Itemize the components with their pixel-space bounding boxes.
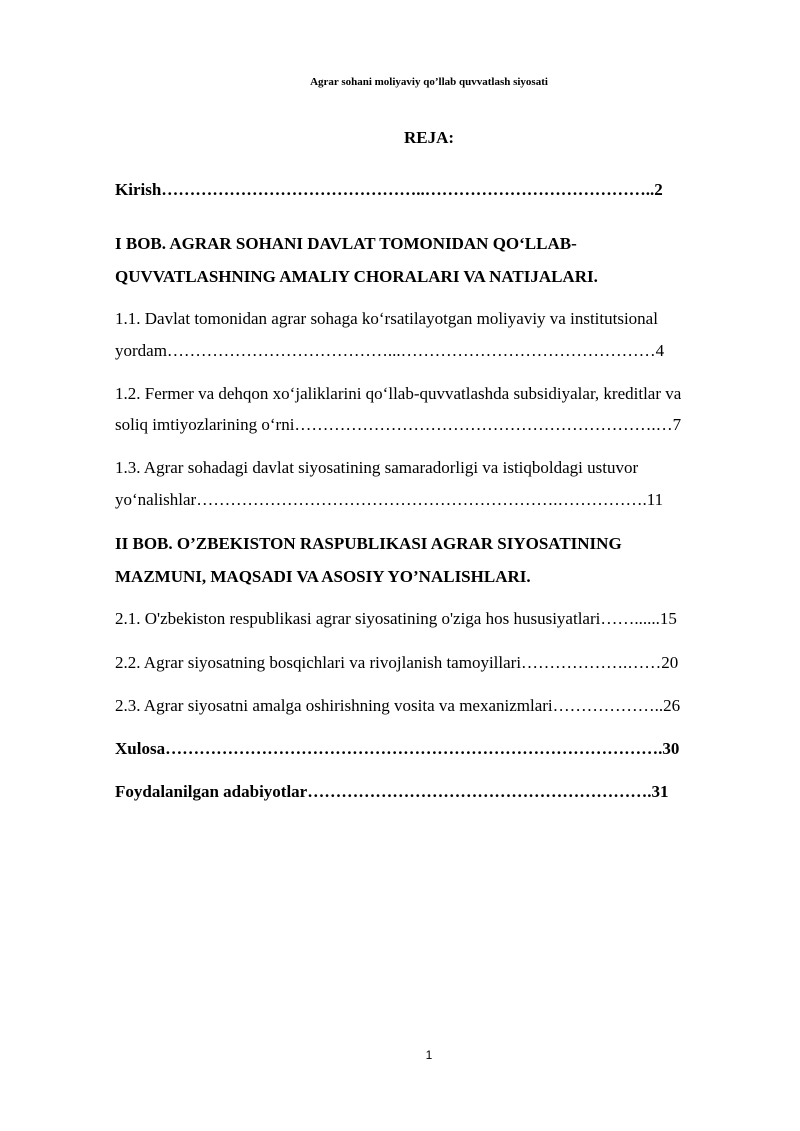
- toc-section-1-2-line1: 1.2. Fermer va dehqon xo‘jaliklarini qo‘llab-quvvatlashda subsidiyalar, kreditlar va: [115, 384, 682, 403]
- toc-conclusion: Xulosa…………………………………………………………………………….30: [115, 739, 680, 758]
- toc-references: Foydalanilgan adabiyotlar…………………………………………………….31: [115, 782, 669, 801]
- toc-section-2-3: 2.3. Agrar siyosatni amalga oshirishning vosita va mexanizmlari………………..26: [115, 696, 681, 715]
- toc-chapter2-line2: MAZMUNI, MAQSADI VA ASOSIY YO’NALISHLARI.: [115, 567, 531, 586]
- toc-section-1-3-line2: yo‘nalishlar……………………………………………………….…………….11: [115, 490, 664, 509]
- toc-section-1-2-line2: soliq imtiyozlarining o‘rni……………………………………………………….…7: [115, 415, 682, 434]
- toc-section-1-3-line1: 1.3. Agrar sohadagi davlat siyosatining samaradorligi va istiqboldagi ustuvor: [115, 458, 639, 477]
- document-title: Agrar sohani moliyaviy qo’llab quvvatlash siyosati: [310, 76, 548, 88]
- toc-section-1-1-line2: yordam…………………………………...………………………………………4: [115, 341, 665, 360]
- toc-section-2-2: 2.2. Agrar siyosatning bosqichlari va rivojlanish tamoyillari……………….……20: [115, 653, 679, 672]
- page-number: 1: [425, 1048, 433, 1062]
- toc-intro: Kirish………………………………………..…………………………………..2: [115, 180, 663, 199]
- toc-section-2-1: 2.1. O'zbekiston respublikasi agrar siyosatining o'ziga hos hususiyatlari……......15: [115, 609, 677, 628]
- toc-chapter2-line1: II BOB. O’ZBEKISTON RASPUBLIKASI AGRAR SIYOSATINING: [115, 534, 622, 553]
- toc-section-1-1-line1: 1.1. Davlat tomonidan agrar sohaga ko‘rsatilayotgan moliyaviy va institutsional: [115, 309, 658, 328]
- toc-chapter1-line2: QUVVATLASHNING AMALIY CHORALARI VA NATIJALARI.: [115, 267, 598, 286]
- toc-chapter1-line1: I BOB. AGRAR SOHANI DAVLAT TOMONIDAN QO‘LLAB-: [115, 234, 577, 253]
- plan-heading: REJA:: [403, 128, 455, 147]
